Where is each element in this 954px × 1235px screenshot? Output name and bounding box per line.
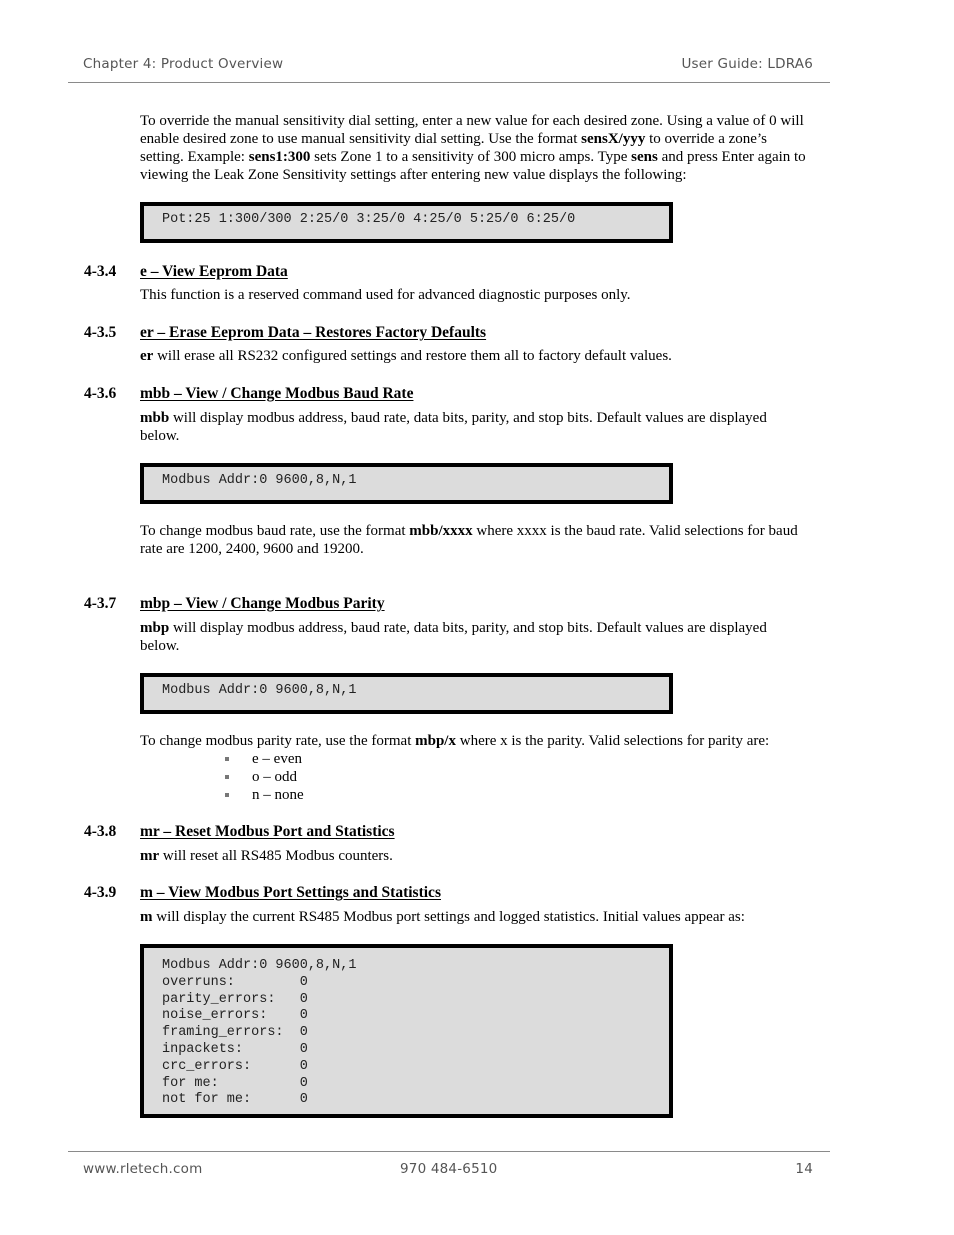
list-item: n – none — [222, 786, 522, 804]
section-heading-4-3-8: 4-3.8 mr – Reset Modbus Port and Statistics — [84, 823, 395, 840]
code-line: for me: 0 — [162, 1075, 308, 1091]
section-note-4-3-7: To change modbus parity rate, use the format mbp/x where x is the parity. Valid selections for parity are: — [140, 733, 770, 749]
parity-options-list — [222, 750, 522, 804]
code-line: framing_errors: 0 — [162, 1025, 308, 1041]
header-guide-title: User Guide: LDRA6 — [681, 56, 813, 72]
code-line: noise_errors: 0 — [162, 1008, 308, 1024]
code-line: Modbus Addr:0 9600,8,N,1 — [162, 683, 357, 698]
code-line: not for me: 0 — [162, 1092, 308, 1108]
footer-website: www.rletech.com — [83, 1161, 203, 1177]
code-line: Modbus Addr:0 9600,8,N,1 — [162, 958, 357, 973]
header-chapter: Chapter 4: Product Overview — [83, 56, 284, 72]
section-body-4-3-4: This function is a reserved command used for advanced diagnostic purposes only. — [140, 287, 631, 303]
intro-paragraph: To override the manual sensitivity dial setting, enter a new value for each desired zone. Using a value of 0 will enable desired zone to use manual sensitivity dial setting. Use the format sensX/yyy to override a zone’s setting. Example: sens1:300 sets Zone 1 to a sensitivity of 300 micro amps. Type sens and press Enter again to viewing the Leak Zone Sensitivity settings after entering new value displays the following: — [140, 113, 806, 183]
section-heading-4-3-5: 4-3.5 er – Erase Eeprom Data – Restores Factory Defaults — [84, 324, 487, 341]
section-body-4-3-9: m will display the current RS485 Modbus port settings and logged statistics. Initial values appear as: — [140, 909, 745, 925]
bullet-square-icon — [225, 775, 229, 779]
code-line: Modbus Addr:0 9600,8,N,1 — [162, 473, 357, 488]
section-body-4-3-6: mbb will display modbus address, baud rate, data bits, parity, and stop bits. Default values are displayed below. — [140, 410, 767, 444]
code-line: inpackets: 0 — [162, 1041, 308, 1057]
list-item: e – even — [222, 750, 522, 768]
section-heading-4-3-6: 4-3.6 mbb – View / Change Modbus Baud Rate — [84, 385, 414, 402]
page-footer — [0, 1161, 954, 1181]
code-block-modbus-stats — [140, 944, 673, 1118]
section-heading-4-3-7: 4-3.7 mbp – View / Change Modbus Parity — [84, 595, 385, 612]
header-rule — [68, 82, 830, 83]
section-body-4-3-7: mbp will display modbus address, baud rate, data bits, parity, and stop bits. Default values are displayed below. — [140, 620, 767, 654]
list-item: o – odd — [222, 768, 522, 786]
code-line: parity_errors: 0 — [162, 991, 308, 1007]
page-number: 14 — [795, 1161, 813, 1177]
section-body-4-3-5: er will erase all RS232 configured settings and restore them all to factory default values. — [140, 348, 672, 364]
code-block-baud — [140, 463, 673, 504]
code-line: crc_errors: 0 — [162, 1058, 308, 1074]
bullet-square-icon — [225, 793, 229, 797]
section-note-4-3-6: To change modbus baud rate, use the format mbb/xxxx where xxxx is the baud rate. Valid selections for baud rate are 1200, 2400, 9600 and 19200. — [140, 523, 798, 557]
footer-phone: 970 484-6510 — [400, 1161, 498, 1177]
code-line: overruns: 0 — [162, 974, 308, 990]
section-heading-4-3-9: 4-3.9 m – View Modbus Port Settings and Statistics — [84, 884, 441, 901]
code-block-sensitivity — [140, 202, 673, 243]
section-heading-4-3-4: 4-3.4 e – View Eeprom Data — [84, 263, 288, 280]
section-body-4-3-8: mr will reset all RS485 Modbus counters. — [140, 848, 393, 864]
code-block-parity — [140, 673, 673, 714]
bullet-square-icon — [225, 757, 229, 761]
footer-rule — [68, 1151, 830, 1152]
page-header — [0, 56, 954, 76]
code-line: Pot:25 1:300/300 2:25/0 3:25/0 4:25/0 5:25/0 6:25/0 — [162, 212, 576, 227]
